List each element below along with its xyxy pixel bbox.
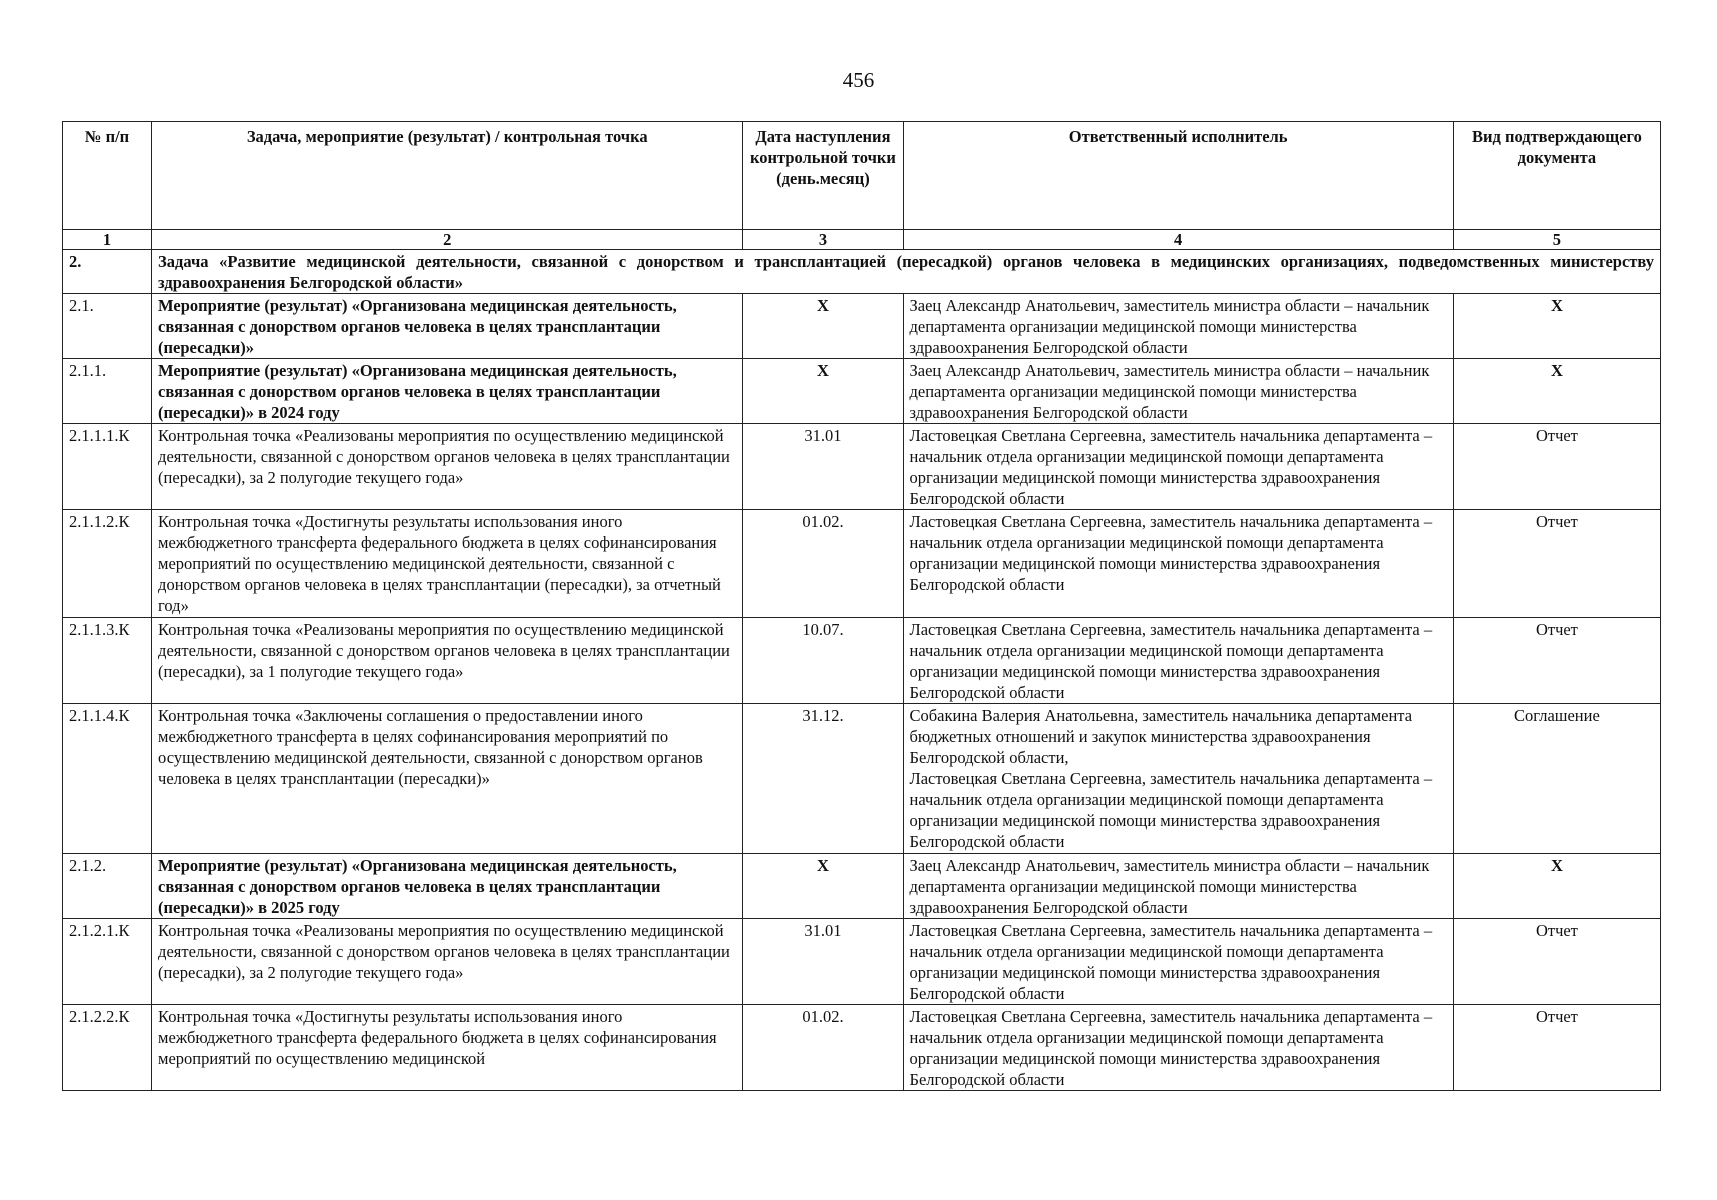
row-date: X — [743, 294, 903, 359]
column-number: 2 — [152, 230, 743, 250]
row-responsible: Ластовецкая Светлана Сергеевна, заместитель начальника департамента – начальник отдела организации медицинской помощи департамента организации медицинской помощи министерства здравоохранения Белгородской области — [903, 1005, 1453, 1091]
header-responsible: Ответственный исполнитель — [903, 122, 1453, 230]
row-num: 2.1.2.2.К — [63, 1005, 152, 1091]
row-responsible: Заец Александр Анатольевич, заместитель министра области – начальник департамента организации медицинской помощи министерства здравоохранения Белгородской области — [903, 359, 1453, 424]
row-doc: Отчет — [1453, 424, 1660, 510]
row-task: Мероприятие (результат) «Организована медицинская деятельность, связанная с донорством органов человека в целях трансплантации (пересадки)» — [152, 294, 743, 359]
column-number: 3 — [743, 230, 903, 250]
row-doc: X — [1453, 359, 1660, 424]
header-date: Дата наступления контрольной точки (день.месяц) — [743, 122, 903, 230]
row-num: 2.1. — [63, 294, 152, 359]
row-date: 01.02. — [743, 510, 903, 618]
section-title: Задача «Развитие медицинской деятельности, связанной с донорством и трансплантацией (пересадкой) органов человека в медицинских организациях, подведомственных министерству здравоохранения Белгородской области» — [152, 250, 1661, 294]
row-responsible: Ластовецкая Светлана Сергеевна, заместитель начальника департамента – начальник отдела организации медицинской помощи департамента организации медицинской помощи министерства здравоохранения Белгородской области — [903, 510, 1453, 618]
table-row — [63, 424, 1661, 510]
table-row — [63, 704, 1661, 854]
row-task: Мероприятие (результат) «Организована медицинская деятельность, связанная с донорством органов человека в целях трансплантации (пересадки)» в 2025 году — [152, 854, 743, 919]
row-date: X — [743, 359, 903, 424]
row-doc: Отчет — [1453, 919, 1660, 1005]
row-task: Контрольная точка «Достигнуты результаты использования иного межбюджетного трансферта федерального бюджета в целях софинансирования мероприятий по осуществлению медицинской — [152, 1005, 743, 1091]
row-responsible: Ластовецкая Светлана Сергеевна, заместитель начальника департамента – начальник отдела организации медицинской помощи департамента организации медицинской помощи министерства здравоохранения Белгородской области — [903, 424, 1453, 510]
row-task: Мероприятие (результат) «Организована медицинская деятельность, связанная с донорством органов человека в целях трансплантации (пересадки)» в 2024 году — [152, 359, 743, 424]
row-task: Контрольная точка «Реализованы мероприятия по осуществлению медицинской деятельности, связанной с донорством органов человека в целях трансплантации (пересадки), за 2 полугодие текущего года» — [152, 424, 743, 510]
responsible-person-2: Ластовецкая Светлана Сергеевна, заместитель начальника департамента – начальник отдела организации медицинской помощи департамента организации медицинской помощи министерства здравоохранения Белгородской области — [909, 769, 1433, 851]
row-doc: X — [1453, 294, 1660, 359]
responsible-person-1: Собакина Валерия Анатольевна, заместитель начальника департамента бюджетных отношений и закупок министерства здравоохранения Белгородской области, — [909, 706, 1413, 767]
row-doc: Отчет — [1453, 618, 1660, 704]
row-num: 2.1.1.4.К — [63, 704, 152, 854]
row-num: 2.1.2. — [63, 854, 152, 919]
row-num: 2.1.2.1.К — [63, 919, 152, 1005]
row-date: 31.01 — [743, 919, 903, 1005]
table-header-row — [63, 122, 1661, 230]
row-task: Контрольная точка «Заключены соглашения о предоставлении иного межбюджетного трансферта в целях софинансирования мероприятий по осуществлению медицинской деятельности, связанной с донорством органов человека в целях трансплантации (пересадки)» — [152, 704, 743, 854]
column-number: 1 — [63, 230, 152, 250]
row-responsible: Ластовецкая Светлана Сергеевна, заместитель начальника департамента – начальник отдела организации медицинской помощи департамента организации медицинской помощи министерства здравоохранения Белгородской области — [903, 618, 1453, 704]
table-row — [63, 919, 1661, 1005]
row-num: 2.1.1.1.К — [63, 424, 152, 510]
row-date: X — [743, 854, 903, 919]
row-task: Контрольная точка «Реализованы мероприятия по осуществлению медицинской деятельности, связанной с донорством органов человека в целях трансплантации (пересадки), за 1 полугодие текущего года» — [152, 618, 743, 704]
row-responsible: Заец Александр Анатольевич, заместитель министра области – начальник департамента организации медицинской помощи министерства здравоохранения Белгородской области — [903, 854, 1453, 919]
row-responsible: Заец Александр Анатольевич, заместитель министра области – начальник департамента организации медицинской помощи министерства здравоохранения Белгородской области — [903, 294, 1453, 359]
row-date: 31.01 — [743, 424, 903, 510]
row-doc: X — [1453, 854, 1660, 919]
row-date: 01.02. — [743, 1005, 903, 1091]
table-row — [63, 510, 1661, 618]
column-number: 5 — [1453, 230, 1660, 250]
header-num: № п/п — [63, 122, 152, 230]
table-row — [63, 294, 1661, 359]
row-task: Контрольная точка «Достигнуты результаты использования иного межбюджетного трансферта федерального бюджета в целях софинансирования мероприятий по осуществлению медицинской деятельности, связанной с донорством органов человека в целях трансплантации (пересадки), за отчетный год» — [152, 510, 743, 618]
row-responsible — [903, 704, 1453, 854]
row-doc: Отчет — [1453, 510, 1660, 618]
row-date: 10.07. — [743, 618, 903, 704]
row-responsible: Ластовецкая Светлана Сергеевна, заместитель начальника департамента – начальник отдела организации медицинской помощи департамента организации медицинской помощи министерства здравоохранения Белгородской области — [903, 919, 1453, 1005]
row-doc: Отчет — [1453, 1005, 1660, 1091]
section-row — [63, 250, 1661, 294]
row-task: Контрольная точка «Реализованы мероприятия по осуществлению медицинской деятельности, связанной с донорством органов человека в целях трансплантации (пересадки), за 2 полугодие текущего года» — [152, 919, 743, 1005]
header-doc: Вид подтверждающего документа — [1453, 122, 1660, 230]
plan-table — [62, 121, 1661, 1091]
row-num: 2.1.1.2.К — [63, 510, 152, 618]
row-doc: Соглашение — [1453, 704, 1660, 854]
table-row — [63, 1005, 1661, 1091]
row-date: 31.12. — [743, 704, 903, 854]
table-row — [63, 618, 1661, 704]
column-number: 4 — [903, 230, 1453, 250]
row-num: 2.1.1. — [63, 359, 152, 424]
header-task: Задача, мероприятие (результат) / контрольная точка — [152, 122, 743, 230]
section-num: 2. — [63, 250, 152, 294]
table-row — [63, 359, 1661, 424]
row-num: 2.1.1.3.К — [63, 618, 152, 704]
table-row — [63, 854, 1661, 919]
page-number: 456 — [842, 68, 875, 92]
column-number-row — [63, 230, 1661, 250]
